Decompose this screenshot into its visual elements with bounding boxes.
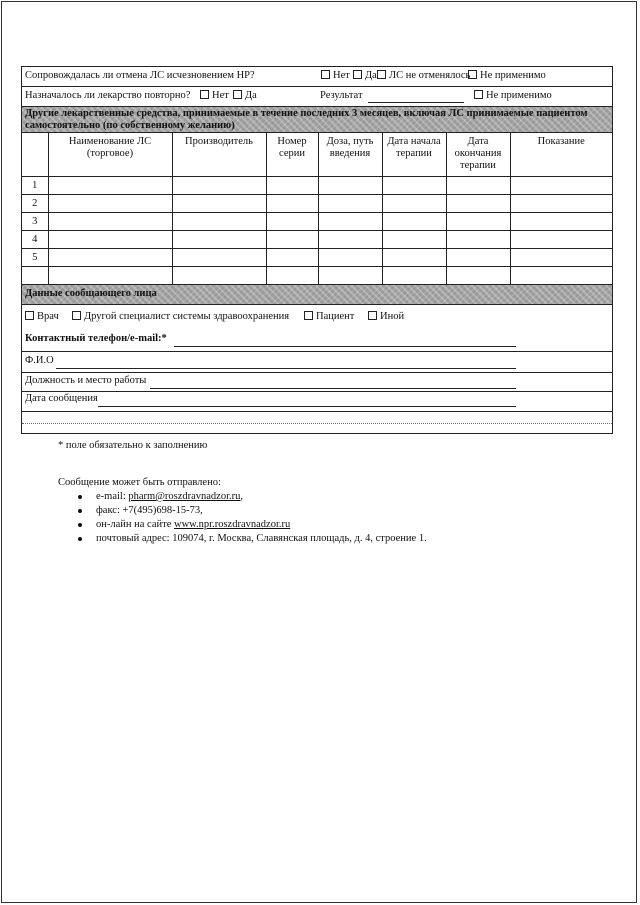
name-field[interactable] — [56, 355, 516, 369]
table-cell[interactable] — [48, 249, 172, 267]
rechallenge-question: Назначалось ли лекарство повторно? — [25, 90, 191, 101]
checkbox-icon[interactable] — [353, 70, 362, 79]
table-row — [22, 249, 612, 267]
divider — [22, 423, 612, 424]
table-cell[interactable] — [510, 213, 612, 231]
checkbox-icon[interactable] — [25, 311, 34, 320]
checkbox-icon[interactable] — [233, 90, 242, 99]
table-cell[interactable] — [266, 231, 318, 249]
bullet-icon — [78, 509, 82, 513]
bullet-icon — [78, 495, 82, 499]
table-cell[interactable] — [446, 195, 510, 213]
rechallenge-question-row — [22, 87, 612, 107]
table-cell[interactable] — [48, 195, 172, 213]
required-note: * поле обязательно к заполнению — [58, 440, 208, 451]
divider — [22, 372, 612, 373]
withdrawal-option-no[interactable]: Нет — [321, 70, 350, 81]
checkbox-icon[interactable] — [368, 311, 377, 320]
table-cell[interactable] — [318, 195, 382, 213]
send-method-email: e-mail: pharm@roszdravnadzor.ru, — [78, 491, 243, 502]
send-intro: Сообщение может быть отправлено: — [58, 477, 221, 488]
table-cell[interactable] — [48, 177, 172, 195]
result-label: Результат — [320, 90, 363, 101]
checkbox-icon[interactable] — [200, 90, 209, 99]
table-cell[interactable] — [510, 267, 612, 285]
table-cell[interactable] — [48, 267, 172, 285]
online-link[interactable]: www.npr.roszdravnadzor.ru — [173, 519, 291, 530]
table-cell[interactable] — [318, 249, 382, 267]
table-cell[interactable] — [510, 231, 612, 249]
row-number: 2 — [22, 195, 48, 213]
withdrawal-question: Сопровождалась ли отмена ЛС исчезновением НР? — [25, 70, 255, 81]
col-header-end-date: Дата окончания терапии — [446, 133, 510, 177]
table-cell[interactable] — [510, 195, 612, 213]
table-cell[interactable] — [446, 213, 510, 231]
table-row — [22, 213, 612, 231]
name-label: Ф.И.О — [25, 355, 54, 366]
table-row — [22, 177, 612, 195]
other-meds-section-header: Другие лекарственные средства, принимаемые в течение последних 3 месяцев, включая ЛС принимаемые пациентом самостоятельно (по собственному желанию) — [22, 107, 612, 133]
result-option-not-applicable[interactable]: Не применимо — [474, 90, 552, 101]
checkbox-icon[interactable] — [468, 70, 477, 79]
bullet-icon — [78, 523, 82, 527]
col-header-drug-name: Наименование ЛС (торговое) — [48, 133, 172, 177]
rechallenge-option-no[interactable]: Нет — [200, 90, 229, 101]
date-field[interactable] — [98, 393, 516, 407]
table-row — [22, 231, 612, 249]
withdrawal-question-row — [22, 67, 612, 87]
row-number: 5 — [22, 249, 48, 267]
table-cell[interactable] — [266, 177, 318, 195]
position-field[interactable] — [150, 375, 516, 389]
reporter-block — [22, 305, 612, 433]
table-row — [22, 195, 612, 213]
table-cell[interactable] — [318, 213, 382, 231]
table-cell[interactable] — [446, 267, 510, 285]
email-link[interactable]: pharm@roszdravnadzor.ru — [128, 491, 241, 502]
table-cell[interactable] — [446, 231, 510, 249]
table-cell[interactable] — [382, 195, 446, 213]
reporter-type-other-specialist[interactable]: Другой специалист системы здравоохранения — [72, 311, 289, 322]
send-method-fax: факс: +7(495)698-15-73, — [78, 505, 203, 516]
table-cell[interactable] — [382, 231, 446, 249]
table-cell[interactable] — [172, 267, 266, 285]
row-number: 4 — [22, 231, 48, 249]
contact-label: Контактный телефон/e-mail:* — [25, 333, 167, 344]
table-cell[interactable] — [172, 249, 266, 267]
meds-table-row — [22, 133, 612, 285]
col-header-number — [22, 133, 48, 177]
table-cell[interactable] — [266, 195, 318, 213]
table-cell[interactable] — [266, 249, 318, 267]
table-cell[interactable] — [172, 177, 266, 195]
table-cell[interactable] — [48, 213, 172, 231]
col-header-dose: Доза, путь введения — [318, 133, 382, 177]
divider — [22, 391, 612, 392]
row-number — [22, 267, 48, 285]
table-cell[interactable] — [510, 249, 612, 267]
withdrawal-option-not-withdrawn[interactable]: ЛС не отменялось — [377, 70, 470, 81]
table-cell[interactable] — [172, 213, 266, 231]
table-cell[interactable] — [382, 177, 446, 195]
table-cell[interactable] — [510, 177, 612, 195]
col-header-batch: Номер серии — [266, 133, 318, 177]
checkbox-icon[interactable] — [72, 311, 81, 320]
table-cell[interactable] — [266, 267, 318, 285]
date-label: Дата сообщения — [25, 393, 98, 404]
row-number: 1 — [22, 177, 48, 195]
table-cell[interactable] — [382, 249, 446, 267]
reporter-type-patient[interactable]: Пациент — [304, 311, 354, 322]
checkbox-icon[interactable] — [321, 70, 330, 79]
table-cell[interactable] — [318, 231, 382, 249]
send-method-online: он-лайн на сайте www.npr.roszdravnadzor.ru — [78, 519, 290, 530]
divider — [22, 411, 612, 412]
checkbox-icon[interactable] — [304, 311, 313, 320]
col-header-start-date: Дата начала терапии — [382, 133, 446, 177]
divider — [22, 351, 612, 352]
col-header-manufacturer: Производитель — [172, 133, 266, 177]
table-cell[interactable] — [446, 249, 510, 267]
meds-table-header — [22, 133, 612, 177]
col-header-indication: Показание — [510, 133, 612, 177]
send-method-post: почтовый адрес: 109074, г. Москва, Славянская площадь, д. 4, строение 1. — [78, 533, 427, 544]
table-cell[interactable] — [172, 231, 266, 249]
reporter-section-header: Данные сообщающего лица — [22, 285, 612, 305]
table-row — [22, 267, 612, 285]
rechallenge-option-yes[interactable]: Да — [233, 90, 257, 101]
contact-field[interactable] — [174, 333, 516, 347]
table-cell[interactable] — [382, 267, 446, 285]
bullet-icon — [78, 537, 82, 541]
row-number: 3 — [22, 213, 48, 231]
position-label: Должность и место работы — [25, 375, 147, 386]
withdrawal-option-yes[interactable]: Да — [353, 70, 377, 81]
table-cell[interactable] — [48, 231, 172, 249]
table-cell[interactable] — [266, 213, 318, 231]
table-cell[interactable] — [382, 213, 446, 231]
checkbox-icon[interactable] — [474, 90, 483, 99]
withdrawal-option-not-applicable[interactable]: Не применимо — [468, 70, 546, 81]
table-cell[interactable] — [446, 177, 510, 195]
reporter-type-doctor[interactable]: Врач — [25, 311, 59, 322]
result-field[interactable] — [368, 90, 464, 103]
checkbox-icon[interactable] — [377, 70, 386, 79]
meds-table — [22, 133, 612, 284]
adverse-reaction-form — [21, 66, 613, 434]
table-cell[interactable] — [318, 177, 382, 195]
table-cell[interactable] — [318, 267, 382, 285]
reporter-type-other[interactable]: Иной — [368, 311, 404, 322]
table-cell[interactable] — [172, 195, 266, 213]
